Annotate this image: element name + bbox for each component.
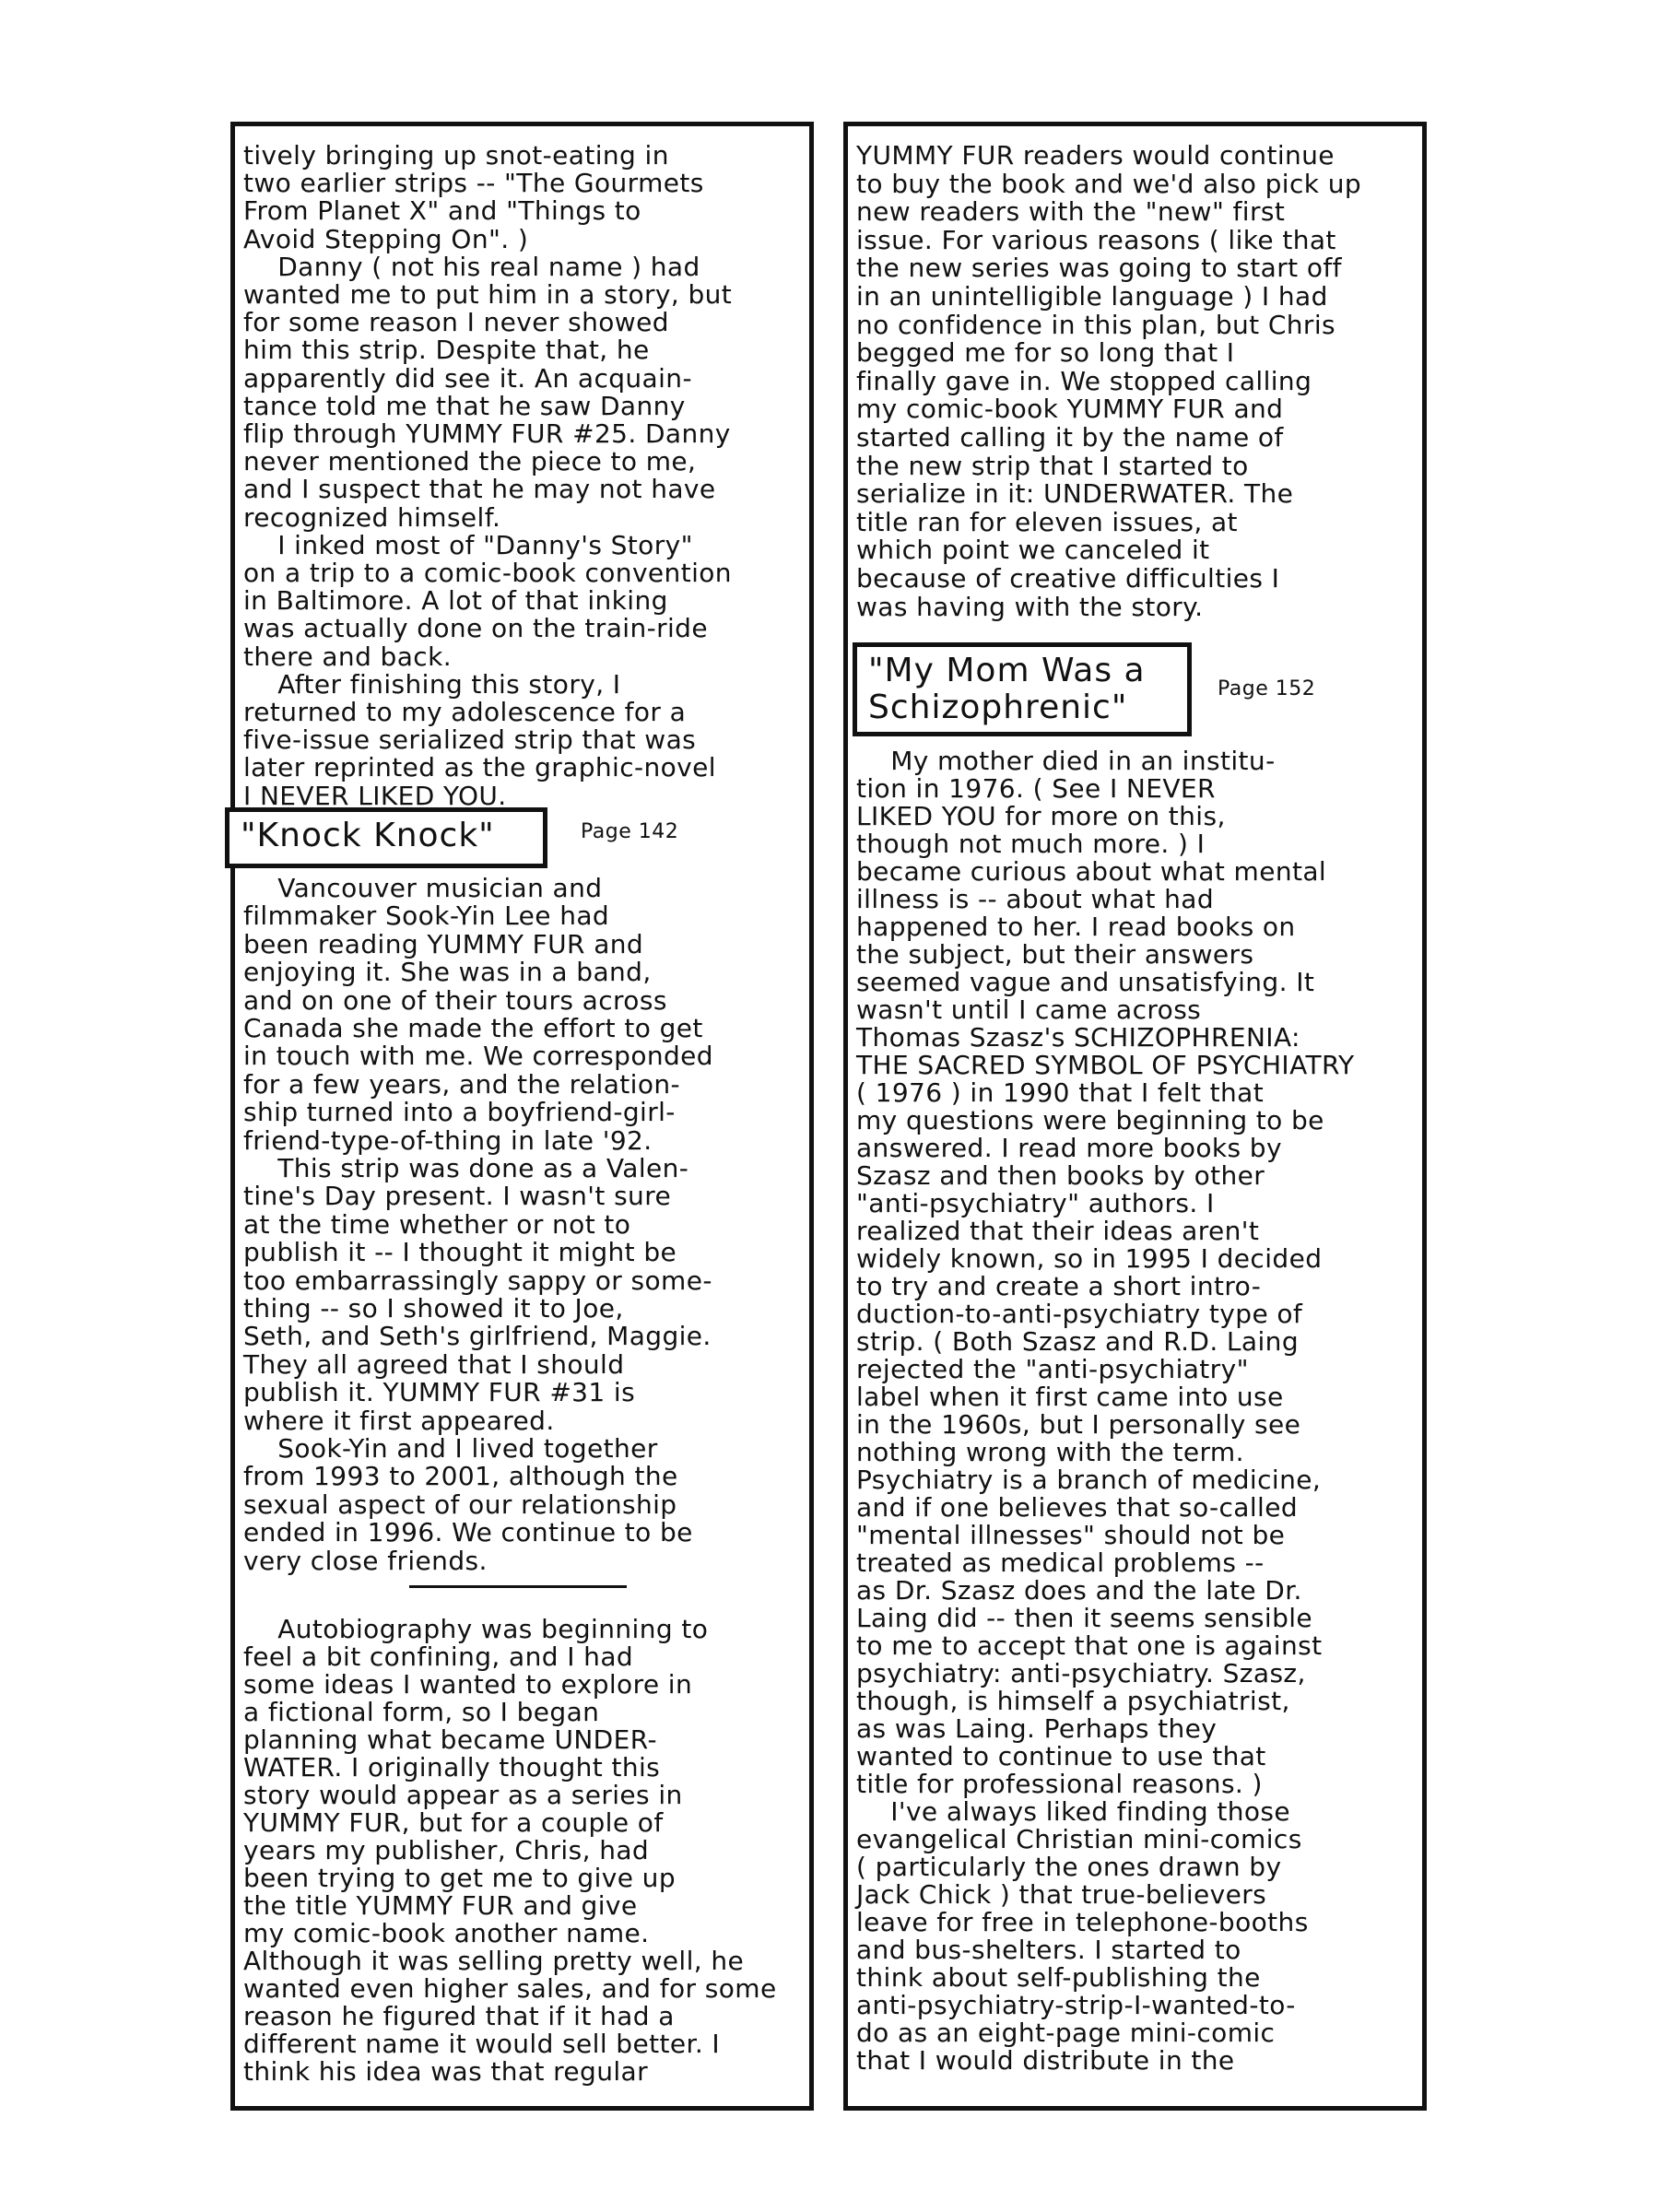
right-column-block2-line: seemed vague and unsatisfying. It <box>856 967 1315 997</box>
left-column-block1-line: was actually done on the train-ride <box>243 613 708 644</box>
left-column-block2-line: very close friends. <box>243 1545 488 1576</box>
mom-title-line-2: Schizophrenic" <box>868 688 1128 726</box>
left-column-block1-line: five-issue serialized strip that was <box>243 724 697 756</box>
right-column-block2-line: anti-psychiatry-strip-I-wanted-to- <box>856 1990 1296 2020</box>
right-column-block2-line: widely known, so in 1995 I decided <box>856 1243 1323 1274</box>
right-column-block2-line: and bus-shelters. I started to <box>856 1935 1241 1965</box>
right-column-block2-line: nothing wrong with the term. <box>856 1437 1244 1467</box>
right-column-block1-line: no confidence in this plan, but Chris <box>856 309 1336 340</box>
right-column-block2-line: became curious about what mental <box>856 856 1327 887</box>
left-column-block2-line: tine's Day present. I wasn't sure <box>243 1181 672 1212</box>
mom-title-line-1: "My Mom Was a <box>868 652 1146 689</box>
left-column-block1-line: Avoid Stepping On". ) <box>243 223 529 254</box>
left-column-block3-line: a fictional form, so I began <box>243 1697 600 1727</box>
left-column-block2-line: from 1993 to 2001, although the <box>243 1461 678 1492</box>
left-column-block3-line: the title YUMMY FUR and give <box>243 1890 638 1921</box>
left-column-block1-line: in Baltimore. A lot of that inking <box>243 585 668 617</box>
left-column-block3-line: different name it would sell better. I <box>243 2029 721 2059</box>
left-column-block3-line: been trying to get me to give up <box>243 1863 677 1893</box>
right-column-block1-line: serialize in it: UNDERWATER. The <box>856 478 1294 510</box>
right-column-block2-line: do as an eight-page mini-comic <box>856 2018 1276 2048</box>
left-column-block1-line: I NEVER LIKED YOU. <box>243 780 507 811</box>
left-column-block3-line: feel a bit confining, and I had <box>243 1641 634 1672</box>
right-column-block2-line: in the 1960s, but I personally see <box>856 1409 1301 1440</box>
right-column-block1-line: YUMMY FUR readers would continue <box>856 140 1335 171</box>
left-column-block2-line: in touch with me. We corresponded <box>243 1041 713 1072</box>
left-column-block1-line: recognized himself. <box>243 501 501 533</box>
left-column-block1-line: never mentioned the piece to me, <box>243 446 697 477</box>
right-column-block2-line: ( 1976 ) in 1990 that I felt that <box>856 1077 1265 1108</box>
right-column-block2-line: wanted to continue to use that <box>856 1741 1266 1771</box>
left-column-block2-line: too embarrassingly sappy or some- <box>243 1265 712 1296</box>
right-column-block2-line: wasn't until I came across <box>856 994 1202 1025</box>
right-column-block2-line: strip. ( Both Szasz and R.D. Laing <box>856 1326 1299 1357</box>
mom-page-ref: Page 152 <box>1218 677 1316 700</box>
right-column-block1-line: finally gave in. We stopped calling <box>856 365 1312 396</box>
left-column-block2-line: Seth, and Seth's girlfriend, Maggie. <box>243 1321 712 1352</box>
left-column-block2-line: Canada she made the effort to get <box>243 1013 703 1043</box>
left-column-block1-line: on a trip to a comic-book convention <box>243 558 732 588</box>
left-column-block1-line: After finishing this story, I <box>243 668 621 700</box>
right-column-block2-line: tion in 1976. ( See I NEVER <box>856 773 1216 804</box>
left-column-block3-line: WATER. I originally thought this <box>243 1752 661 1783</box>
right-column-block1-line: in an unintelligible language ) I had <box>856 281 1328 312</box>
left-column-block1-line: there and back. <box>243 641 452 672</box>
right-column-block2-line: Laing did -- then it seems sensible <box>856 1603 1313 1633</box>
left-column-block2-line: publish it -- I thought it might be <box>243 1237 677 1268</box>
left-column-block1-line: wanted me to put him in a story, but <box>243 279 733 310</box>
left-column-block1-line: Danny ( not his real name ) had <box>243 251 700 282</box>
left-column-block2-line: friend-type-of-thing in late '92. <box>243 1124 653 1156</box>
left-column-block2-line: They all agreed that I should <box>243 1348 625 1380</box>
right-column-block1-line: to buy the book and we'd also pick up <box>856 168 1362 199</box>
right-column-block2-line: leave for free in telephone-booths <box>856 1907 1309 1937</box>
right-column-block1-line: the new strip that I started to <box>856 450 1249 481</box>
right-column-block2-line: illness is -- about what had <box>856 884 1215 914</box>
knock-knock-title-box <box>225 807 547 868</box>
knock-knock-title: "Knock Knock" <box>241 817 495 854</box>
right-column-block1-line: started calling it by the name of <box>856 422 1284 453</box>
left-column-block2-line: filmmaker Sook-Yin Lee had <box>243 900 610 932</box>
right-column-block2-line: label when it first came into use <box>856 1382 1284 1412</box>
left-column-block1-line: tively bringing up snot-eating in <box>243 140 669 171</box>
right-column-block2-line: the subject, but their answers <box>856 939 1254 970</box>
left-column-block2-line: thing -- so I showed it to Joe, <box>243 1293 624 1324</box>
right-column-block2-line: Psychiatry is a branch of medicine, <box>856 1465 1322 1495</box>
left-column-block3-line: my comic-book another name. <box>243 1918 650 1948</box>
right-column-block2-line: Thomas Szasz's SCHIZOPHRENIA: <box>856 1022 1300 1053</box>
right-column-block1-line: the new series was going to start off <box>856 253 1342 284</box>
left-column-block2-line: ended in 1996. We continue to be <box>243 1517 693 1548</box>
left-column-block2-line: sexual aspect of our relationship <box>243 1488 677 1520</box>
left-column-block1-line: for some reason I never showed <box>243 307 669 338</box>
right-column-block1-line: begged me for so long that I <box>856 337 1235 369</box>
left-column-block1-line: tance told me that he saw Danny <box>243 390 686 421</box>
left-column-block1-line: flip through YUMMY FUR #25. Danny <box>243 418 731 449</box>
right-column-block1-line: issue. For various reasons ( like that <box>856 224 1336 255</box>
left-column-block3-line: years my publisher, Chris, had <box>243 1835 650 1865</box>
left-column-block1-line: and I suspect that he may not have <box>243 474 716 505</box>
right-column-block2-line: realized that their ideas aren't <box>856 1216 1260 1246</box>
left-column-block3-line: Autobiography was beginning to <box>243 1614 709 1644</box>
left-column-block1-line: From Planet X" and "Things to <box>243 195 641 227</box>
right-column-block1-line: was having with the story. <box>856 591 1204 622</box>
right-column-block2-line: "mental illnesses" should not be <box>856 1520 1286 1550</box>
left-column-block1-line: returned to my adolescence for a <box>243 697 687 727</box>
left-column-block3-line: reason he figured that if it had a <box>243 2001 675 2031</box>
left-column-block2-line: ship turned into a boyfriend-girl- <box>243 1097 676 1128</box>
left-column-block3-line: some ideas I wanted to explore in <box>243 1669 693 1700</box>
right-column-block2-line: though not much more. ) I <box>856 829 1206 859</box>
left-column-block3-line: YUMMY FUR, but for a couple of <box>243 1807 664 1838</box>
right-column-block2-line: as Dr. Szasz does and the late Dr. <box>856 1575 1302 1606</box>
left-column-block2-line: publish it. YUMMY FUR #31 is <box>243 1377 636 1408</box>
left-column-block3-line: wanted even higher sales, and for some <box>243 1973 777 2004</box>
left-column-block2-line: and on one of their tours across <box>243 984 667 1016</box>
right-column-block2-line: that I would distribute in the <box>856 2045 1235 2076</box>
left-column-block2-line: where it first appeared. <box>243 1405 555 1436</box>
knock-knock-page-ref: Page 142 <box>581 820 679 843</box>
right-column-block2-line: ( particularly the ones drawn by <box>856 1852 1282 1882</box>
right-column-block2-line: psychiatry: anti-psychiatry. Szasz, <box>856 1658 1306 1688</box>
right-column-block2-line: Szasz and then books by other <box>856 1160 1265 1191</box>
left-column-block2-line: at the time whether or not to <box>243 1208 631 1240</box>
left-column-block1-line: later reprinted as the graphic-novel <box>243 752 716 783</box>
left-column-block2-line: Sook-Yin and I lived together <box>243 1433 658 1464</box>
left-column-block2-line: been reading YUMMY FUR and <box>243 928 644 959</box>
right-column-block2-line: to try and create a short intro- <box>856 1271 1262 1301</box>
right-column-block2-line: as was Laing. Perhaps they <box>856 1713 1218 1744</box>
right-column-block1-line: because of creative difficulties I <box>856 563 1280 594</box>
right-column-block2-line: evangelical Christian mini-comics <box>856 1824 1302 1854</box>
left-column-block1-line: two earlier strips -- "The Gourmets <box>243 168 704 199</box>
right-column-block1-line: which point we canceled it <box>856 535 1210 566</box>
right-column-block1-line: title ran for eleven issues, at <box>856 506 1238 537</box>
right-column-block2-line: happened to her. I read books on <box>856 912 1296 942</box>
left-column-block1-line: him this strip. Despite that, he <box>243 335 650 366</box>
right-column-block2-line: duction-to-anti-psychiatry type of <box>856 1299 1303 1329</box>
left-column-block3-line: Although it was selling pretty well, he <box>243 1946 745 1976</box>
right-column-block2-line: treated as medical problems -- <box>856 1547 1265 1578</box>
right-column-block1-line: my comic-book YUMMY FUR and <box>856 394 1284 425</box>
mom-title-box <box>853 642 1192 736</box>
left-column-block2-line: for a few years, and the relation- <box>243 1068 681 1100</box>
right-column-block2-line: and if one believes that so-called <box>856 1492 1299 1523</box>
left-column-block1-line: apparently did see it. An acquain- <box>243 362 692 394</box>
right-column-block2-line: answered. I read more books by <box>856 1133 1282 1163</box>
right-column-block2-line: though, is himself a psychiatrist, <box>856 1686 1290 1716</box>
right-column-block2-line: "anti-psychiatry" authors. I <box>856 1188 1215 1218</box>
right-column-block2-line: rejected the "anti-psychiatry" <box>856 1354 1249 1384</box>
right-column-block2-line: title for professional reasons. ) <box>856 1769 1263 1799</box>
left-column-block3-line: planning what became UNDER- <box>243 1724 657 1755</box>
right-column-block2-line: I've always liked finding those <box>856 1796 1291 1827</box>
right-column-block2-line: to me to accept that one is against <box>856 1630 1323 1661</box>
right-column-block2-line: Jack Chick ) that true-believers <box>856 1879 1267 1910</box>
right-column-block2-line: LIKED YOU for more on this, <box>856 801 1226 831</box>
left-column-block3-line: story would appear as a series in <box>243 1780 683 1810</box>
left-column-block3-line: think his idea was that regular <box>243 2056 649 2087</box>
section-divider <box>409 1585 627 1588</box>
left-column-block1-line: I inked most of "Danny's Story" <box>243 529 693 560</box>
left-column-block2-line: Vancouver musician and <box>243 873 603 903</box>
right-column-block2-line: THE SACRED SYMBOL OF PSYCHIATRY <box>856 1050 1355 1080</box>
right-column-block1-line: new readers with the "new" first <box>856 196 1286 228</box>
right-column-block2-line: my questions were beginning to be <box>856 1105 1324 1135</box>
right-column-block2-line: think about self-publishing the <box>856 1962 1261 1993</box>
left-column-block2-line: This strip was done as a Valen- <box>243 1153 689 1183</box>
left-column-block2-line: enjoying it. She was in a band, <box>243 957 652 988</box>
right-column-block2-line: My mother died in an institu- <box>856 746 1276 776</box>
